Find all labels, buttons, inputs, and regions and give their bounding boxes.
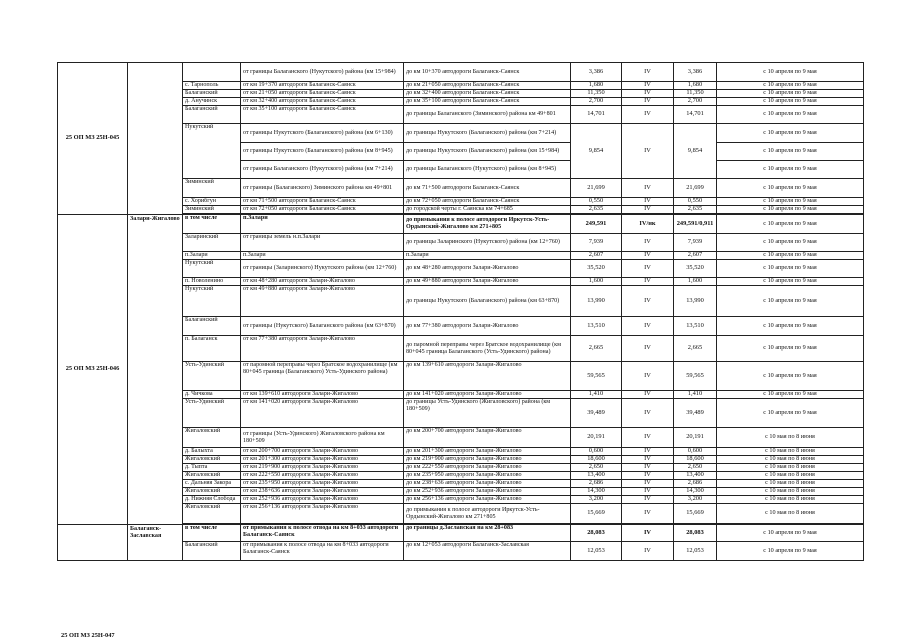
category-cell: IV [622, 456, 674, 464]
length-cell: 39,489 [571, 399, 622, 428]
end-cell: до границы Нукутского (Балаганского) района (км 7+214) [404, 124, 571, 143]
category-cell: IV/нк [622, 215, 674, 234]
date-cell: с 10 апреля по 9 мая [717, 98, 864, 106]
date-cell: с 10 мая по 8 июня [717, 488, 864, 496]
date-cell: с 10 апреля по 9 мая [717, 179, 864, 198]
category-cell: IV [622, 234, 674, 252]
start-cell: от км 77+380 автодороги Залари-Жигалово [241, 336, 404, 362]
date-cell: с 10 апреля по 9 мая [717, 63, 864, 82]
end-cell: до городской черты г. Саянска км 74+685 [404, 206, 571, 214]
start-cell: от границы (Балаганского) Зиминского района км 49+801 [241, 179, 404, 198]
length-cell: 9,854 [571, 124, 622, 179]
start-cell: от границы (Заларинского) Нукутского района (км 12+760) [241, 260, 404, 278]
category-cell: IV [622, 206, 674, 214]
date-cell: с 10 апреля по 9 мая [717, 362, 864, 391]
district-cell: Балаганский [183, 90, 241, 98]
date-cell: с 10 апреля по 9 мая [717, 286, 864, 317]
district-cell: Жигаловский [183, 472, 241, 480]
end-cell: до км 35+100 автодороги Балаганск-Саянск [404, 98, 571, 106]
length2-cell: 0,600 [674, 448, 717, 456]
district-cell [183, 63, 241, 82]
length-cell: 1,410 [571, 391, 622, 399]
date-cell: с 10 апреля по 9 мая [717, 399, 864, 428]
end-cell: до км 235+950 автодороги Залари-Жигалово [404, 472, 571, 480]
length2-cell: 1,410 [674, 391, 717, 399]
start-cell: от границы (Усть-Удинского) Жигаловского района км 180+509 [241, 428, 404, 448]
district-cell: п. Балаганск [183, 336, 241, 362]
start-cell: от км 49+880 автодороги Залари-Жигалово [241, 286, 404, 317]
length2-cell: 28,083 [674, 525, 717, 542]
length-cell: 21,699 [571, 179, 622, 198]
date-cell: с 10 мая по 8 июня [717, 448, 864, 456]
length-cell: 2,700 [571, 98, 622, 106]
district-cell: Жигаловский [183, 504, 241, 524]
end-cell: до км 200+700 автодороги Залари-Жигалово [404, 428, 571, 448]
end-cell: до км 139+610 автодороги Залари-Жигалово [404, 362, 571, 391]
length2-cell: 12,053 [674, 542, 717, 561]
date-cell: с 10 апреля по 9 мая [717, 234, 864, 252]
category-cell: IV [622, 252, 674, 260]
start-cell: от границы Балаганского (Нукутского) района (км 7+214) [241, 161, 404, 179]
date-cell: с 10 мая по 8 июня [717, 428, 864, 448]
length2-cell: 13,510 [674, 317, 717, 336]
end-cell: до км 49+880 автодороги Залари-Жигалово [404, 278, 571, 286]
length2-cell: 3,200 [674, 496, 717, 504]
end-cell: до км 77+380 автодороги Залари-Жигалово [404, 317, 571, 336]
length-cell: 12,053 [571, 542, 622, 561]
start-cell: от паромной переправы через Братское водохранилище (км 80+045 граница (Балаганского) Усть-Удинского района) [241, 362, 404, 391]
start-cell: от км 222+550 автодороги Залари-Жигалово [241, 472, 404, 480]
end-cell: до км 10+370 автодороги Балаганск-Саянск [404, 63, 571, 82]
district-cell: Жигаловский [183, 456, 241, 464]
end-cell: п.Залари [404, 252, 571, 260]
road-code-cell: 25 ОП МЗ 25Н-046 [58, 215, 128, 525]
length2-cell: 0,550 [674, 198, 717, 206]
length2-cell: 2,686 [674, 480, 717, 488]
end-cell: до примыкания к полосе автодороги Иркутск-Усть-Ордынский-Жигалово км 271+805 [404, 215, 571, 234]
date-cell: с 10 мая по 8 июня [717, 504, 864, 524]
start-cell: от км 200+700 автодороги Залари-Жигалово [241, 448, 404, 456]
end-cell: до границы Заларинского (Нукутского) района (км 12+760) [404, 234, 571, 252]
length2-cell: 2,700 [674, 98, 717, 106]
start-cell: п.Залари [241, 252, 404, 260]
date-cell: с 10 мая по 8 июня [717, 464, 864, 472]
length-cell: 7,939 [571, 234, 622, 252]
start-cell: от границы Нукутского (Балаганского) района (км 8+945) [241, 143, 404, 161]
district-cell: Балаганский [183, 317, 241, 336]
category-cell: IV [622, 399, 674, 428]
district-cell: Усть-Удинский [183, 362, 241, 391]
district-cell: п. Новоленино [183, 278, 241, 286]
date-cell: с 10 мая по 8 июня [717, 480, 864, 488]
road-code-cell: 25 ОП МЗ 25Н-045 [58, 63, 128, 215]
category-cell: IV [622, 90, 674, 98]
length2-cell: 15,669 [674, 504, 717, 524]
date-cell: с 10 апреля по 9 мая [717, 252, 864, 260]
start-cell: от км 139+610 автодороги Залари-Жигалово [241, 391, 404, 399]
category-cell: IV [622, 448, 674, 456]
start-cell: от км 72+050 автодороги Балаганск-Саянск [241, 206, 404, 214]
length-cell: 13,400 [571, 472, 622, 480]
length2-cell: 2,650 [674, 464, 717, 472]
district-cell: Зиминский [183, 179, 241, 198]
date-cell: с 10 апреля по 9 мая [717, 525, 864, 542]
category-cell: IV [622, 82, 674, 90]
length-cell: 1,680 [571, 82, 622, 90]
start-cell: п.Залари [241, 215, 404, 234]
date-cell: с 10 апреля по 9 мая [717, 215, 864, 234]
end-cell: до км 48+280 автодороги Залари-Жигалово [404, 260, 571, 278]
length2-cell: 59,565 [674, 362, 717, 391]
length2-cell: 13,400 [674, 472, 717, 480]
end-cell: до км 252+936 автодороги Залари-Жигалово [404, 488, 571, 496]
category-cell: IV [622, 179, 674, 198]
length-cell: 0,600 [571, 448, 622, 456]
date-cell: с 10 апреля по 9 мая [717, 206, 864, 214]
start-cell: от км 71+500 автодороги Балаганск-Саянск [241, 198, 404, 206]
road-name-cell: Балаганск-Заславская [128, 525, 183, 561]
end-cell: до км 238+636 автодороги Залари-Жигалово [404, 480, 571, 488]
category-cell: IV [622, 504, 674, 524]
start-cell: от примыкания к полосе отвода на км 8+033 автодороги Балаганск-Саянск [241, 525, 404, 542]
length-cell: 13,990 [571, 286, 622, 317]
start-cell: от км 252+936 автодороги Залари-Жигалово [241, 496, 404, 504]
length2-cell: 2,607 [674, 252, 717, 260]
length2-cell: 13,990 [674, 286, 717, 317]
category-cell: IV [622, 286, 674, 317]
date-cell: с 10 апреля по 9 мая [717, 336, 864, 362]
length-cell: 35,520 [571, 260, 622, 278]
district-cell: с. Тарнополь [183, 82, 241, 90]
end-cell: до границы Балаганского (Нукутского) района (км 8+945) [404, 161, 571, 179]
length-cell: 18,600 [571, 456, 622, 464]
category-cell: IV [622, 198, 674, 206]
district-cell: Нукутский [183, 260, 241, 278]
length-cell: 2,686 [571, 480, 622, 488]
category-cell: IV [622, 480, 674, 488]
length2-cell: 1,600 [674, 278, 717, 286]
end-cell: до км 222+550 автодороги Залари-Жигалово [404, 464, 571, 472]
road-restrictions-table-sheet [57, 62, 863, 561]
end-cell: до границы д.Заславская на км 28+083 [404, 525, 571, 542]
start-cell: от км 238+636 автодороги Залари-Жигалово [241, 488, 404, 496]
category-cell: IV [622, 488, 674, 496]
date-cell: с 10 апреля по 9 мая [717, 82, 864, 90]
end-cell: до примыкания к полосе автодороги Иркутск-Усть-Ордынский-Жигалово км 271+805 [404, 504, 571, 524]
start-cell: от границы земель н.п.Залари [241, 234, 404, 252]
start-cell: от км 235+950 автодороги Залари-Жигалово [241, 480, 404, 488]
length-cell: 15,669 [571, 504, 622, 524]
length-cell: 59,565 [571, 362, 622, 391]
length-cell: 3,200 [571, 496, 622, 504]
date-cell: с 10 апреля по 9 мая [717, 317, 864, 336]
district-cell: Нукутский [183, 124, 241, 179]
district-cell: п.Залари [183, 252, 241, 260]
start-cell: от границы Нукутского (Балаганского) района (км 6+130) [241, 124, 404, 143]
road-name-cell [128, 63, 183, 215]
category-cell: IV [622, 496, 674, 504]
district-cell: в том числе [183, 215, 241, 234]
length-cell: 11,350 [571, 90, 622, 98]
length2-cell: 7,939 [674, 234, 717, 252]
date-cell: с 10 апреля по 9 мая [717, 542, 864, 561]
category-cell: IV [622, 98, 674, 106]
date-cell: с 10 мая по 8 июня [717, 472, 864, 480]
end-cell: до км 256+136 автодороги Залари-Жигалово [404, 496, 571, 504]
start-cell: от примыкания к полосе отвода на км 8+033 автодороги Балаганск-Саянск [241, 542, 404, 561]
start-cell: от км 21+050 автодороги Балаганск-Саянск [241, 90, 404, 98]
end-cell: до км 141+020 автодороги Залари-Жигалово [404, 391, 571, 399]
category-cell: IV [622, 464, 674, 472]
road-code-cut-off: 25 ОП МЗ 25Н-047 [61, 633, 115, 639]
length2-cell: 9,854 [674, 124, 717, 179]
end-cell: до км 71+500 автодороги Балаганск-Саянск [404, 179, 571, 198]
district-cell: в том числе [183, 525, 241, 542]
length-cell: 2,635 [571, 206, 622, 214]
date-cell: с 10 апреля по 9 мая [717, 143, 864, 161]
category-cell: IV [622, 336, 674, 362]
district-cell: д. Тыпта [183, 464, 241, 472]
district-cell: д. Балыхта [183, 448, 241, 456]
length-cell: 3,386 [571, 63, 622, 82]
district-cell: Зиминский [183, 206, 241, 214]
category-cell: IV [622, 278, 674, 286]
district-cell: Жигаловский [183, 428, 241, 448]
road-restrictions-table [57, 62, 864, 561]
district-cell: д. Чичкова [183, 391, 241, 399]
length2-cell: 3,386 [674, 63, 717, 82]
start-cell: от границы Балаганского (Нукутского) района (км 15+984) [241, 63, 404, 82]
start-cell: от км 32+400 автодороги Балаганск-Саянск [241, 98, 404, 106]
start-cell: от км 141+020 автодороги Залари-Жигалово [241, 399, 404, 428]
length2-cell: 35,520 [674, 260, 717, 278]
length-cell: 13,510 [571, 317, 622, 336]
district-cell: Нукутский [183, 286, 241, 317]
district-cell: д. Нижняя Слобода [183, 496, 241, 504]
length-cell: 2,665 [571, 336, 622, 362]
length2-cell: 2,635 [674, 206, 717, 214]
category-cell: IV [622, 124, 674, 179]
length2-cell: 11,350 [674, 90, 717, 98]
end-cell: до км 12+053 автодороги Балаганск-Заславская [404, 542, 571, 561]
road-name-cell: Залари-Жигалово [128, 215, 183, 525]
district-cell: Усть-Удинский [183, 399, 241, 428]
district-cell: Балаганский [183, 106, 241, 124]
start-cell: от границы (Нукутского) Балаганского района (км 63+870) [241, 317, 404, 336]
length2-cell: 249,591/0,911 [674, 215, 717, 234]
length2-cell: 14,300 [674, 488, 717, 496]
end-cell: до км 32+400 автодороги Балаганск-Саянск [404, 90, 571, 98]
district-cell: с. Хорибгун [183, 198, 241, 206]
length-cell: 2,650 [571, 464, 622, 472]
category-cell: IV [622, 362, 674, 391]
end-cell: до паромной переправы через Братское водохранилище (км 80+045 граница Балаганского (Усть-Удинского) района) [404, 336, 571, 362]
end-cell: до границы Нукутского (Балаганского) района (км 63+870) [404, 286, 571, 317]
district-cell: Заларинский [183, 234, 241, 252]
length2-cell: 20,191 [674, 428, 717, 448]
end-cell: до км 72+050 автодороги Балаганск-Саянск [404, 198, 571, 206]
length-cell: 1,600 [571, 278, 622, 286]
category-cell: IV [622, 391, 674, 399]
date-cell: с 10 апреля по 9 мая [717, 106, 864, 124]
date-cell: с 10 апреля по 9 мая [717, 391, 864, 399]
road-code-cell [58, 525, 128, 561]
length-cell: 28,083 [571, 525, 622, 542]
start-cell: от км 19+370 автодороги Балаганск-Саянск [241, 82, 404, 90]
length-cell: 14,701 [571, 106, 622, 124]
category-cell: IV [622, 260, 674, 278]
start-cell: от км 35+100 автодороги Балаганск-Саянск [241, 106, 404, 124]
end-cell: до границы Нукутского (Балаганского) района (км 15+984) [404, 143, 571, 161]
start-cell: от км 219+900 автодороги Залари-Жигалово [241, 464, 404, 472]
length2-cell: 18,600 [674, 456, 717, 464]
date-cell: с 10 апреля по 9 мая [717, 90, 864, 98]
length2-cell: 21,699 [674, 179, 717, 198]
start-cell: от км 256+136 автодороги Залари-Жигалово [241, 504, 404, 524]
category-cell: IV [622, 525, 674, 542]
category-cell: IV [622, 106, 674, 124]
date-cell: с 10 апреля по 9 мая [717, 260, 864, 278]
category-cell: IV [622, 428, 674, 448]
length2-cell: 1,680 [674, 82, 717, 90]
length-cell: 14,300 [571, 488, 622, 496]
date-cell: с 10 апреля по 9 мая [717, 161, 864, 179]
length2-cell: 39,489 [674, 399, 717, 428]
length-cell: 0,550 [571, 198, 622, 206]
end-cell: до границы Усть-Удинского (Жигаловского) района (км 180+509) [404, 399, 571, 428]
date-cell: с 10 апреля по 9 мая [717, 198, 864, 206]
district-cell: Жигаловский [183, 488, 241, 496]
date-cell: с 10 апреля по 9 мая [717, 278, 864, 286]
end-cell: до км 201+300 автодороги Залари-Жигалово [404, 448, 571, 456]
category-cell: IV [622, 317, 674, 336]
date-cell: с 10 апреля по 9 мая [717, 124, 864, 143]
end-cell: до км 219+900 автодороги Залари-Жигалово [404, 456, 571, 464]
end-cell: до км 21+050 автодороги Балаганск-Саянск [404, 82, 571, 90]
start-cell: от км 201+300 автодороги Залари-Жигалово [241, 456, 404, 464]
district-cell: с. Дальняя Закора [183, 480, 241, 488]
length-cell: 2,607 [571, 252, 622, 260]
date-cell: с 10 мая по 8 июня [717, 496, 864, 504]
district-cell: д. Анучинск [183, 98, 241, 106]
length-cell: 249,591 [571, 215, 622, 234]
length2-cell: 14,701 [674, 106, 717, 124]
start-cell: от км 48+280 автодороги Залари-Жигалово [241, 278, 404, 286]
district-cell: Балаганский [183, 542, 241, 561]
category-cell: IV [622, 63, 674, 82]
category-cell: IV [622, 472, 674, 480]
length2-cell: 2,665 [674, 336, 717, 362]
length-cell: 20,191 [571, 428, 622, 448]
end-cell: до границы Балаганского (Зиминского) района км 49+801 [404, 106, 571, 124]
date-cell: с 10 мая по 8 июня [717, 456, 864, 464]
category-cell: IV [622, 542, 674, 561]
